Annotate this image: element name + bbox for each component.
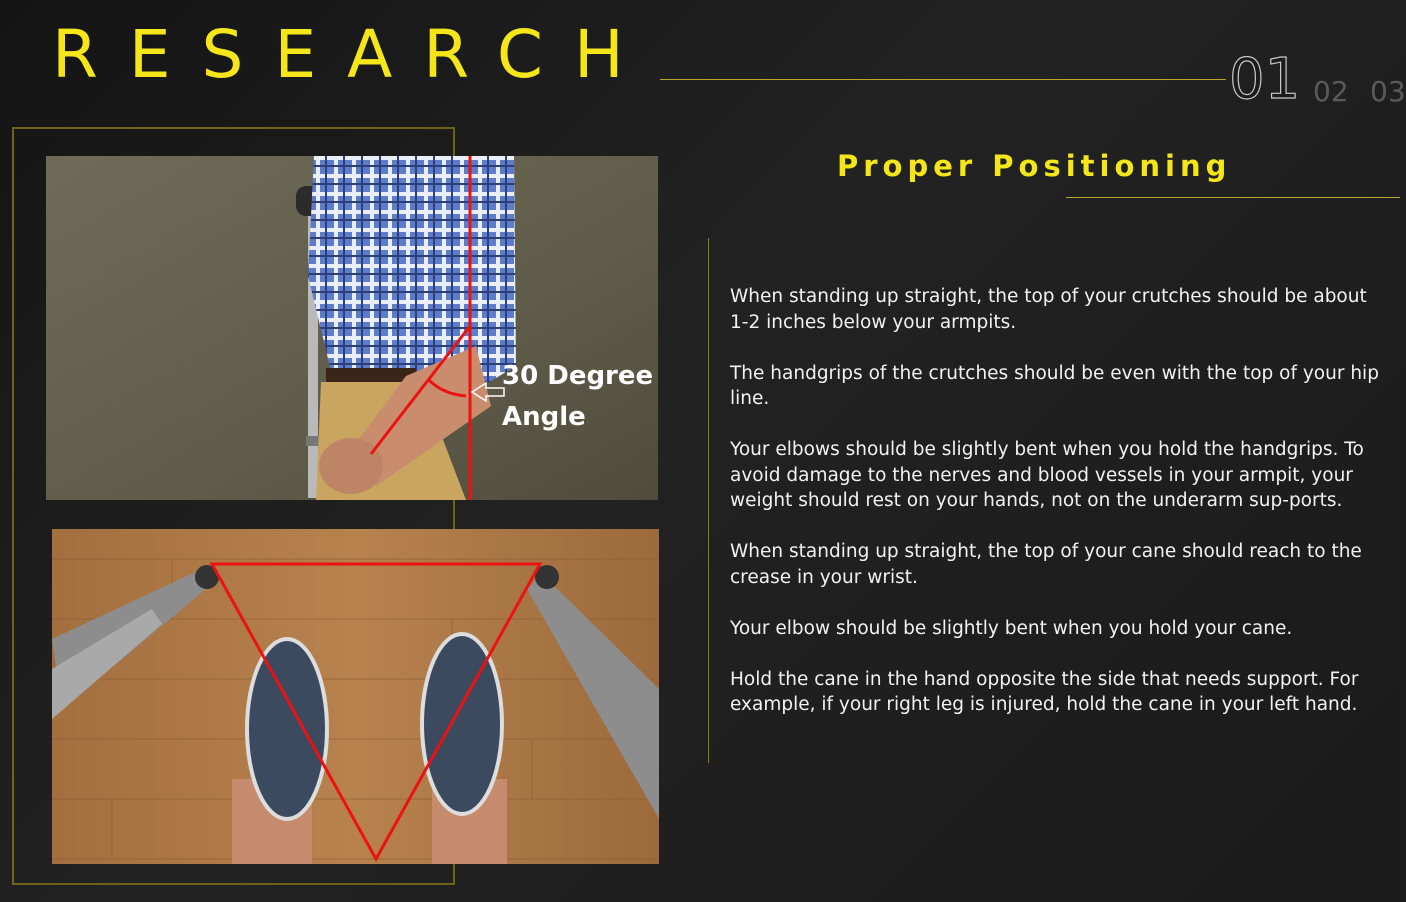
crutch-stance-photo (52, 529, 659, 864)
page-number-current[interactable]: 01 (1229, 47, 1301, 112)
paragraph-cane-height: When standing up straight, the top of your cane should reach to the crease in your wrist. (730, 541, 1362, 588)
frame-border (12, 127, 455, 129)
page-number-3[interactable]: 03 (1370, 75, 1406, 108)
text-divider (708, 238, 709, 763)
frame-border (453, 862, 455, 884)
frame-border (12, 127, 14, 885)
page-number-2[interactable]: 02 (1313, 75, 1349, 108)
frame-border (453, 499, 455, 529)
paragraph-elbow-bend: Your elbows should be slightly bent when you hold the handgrips. To avoid damage to the nerves and blood vessels in your armpit, your weight should rest on your hands, not on the underarm sup-ports. (730, 439, 1364, 511)
paragraph-cane-hand: Hold the cane in the hand opposite the side that needs support. For example, if your right leg is injured, hold the cane in your left hand. (730, 668, 1359, 715)
paragraph-cane-elbow: Your elbow should be slightly bent when you hold your cane. (730, 617, 1293, 639)
crutch-posture-photo (46, 156, 658, 500)
angle-annotation-line2: Angle (502, 402, 586, 432)
heading-divider (1066, 197, 1400, 198)
angle-annotation-line1: 30 Degree (502, 361, 654, 391)
page-title: RESEARCH (52, 16, 655, 93)
title-divider (660, 79, 1226, 80)
section-heading: Proper Positioning (837, 149, 1232, 183)
paragraph-crutch-height: When standing up straight, the top of your crutches should be about 1-2 inches below your armpits. (730, 286, 1367, 333)
positioning-text (730, 284, 1380, 743)
angle-annotation (502, 356, 653, 438)
frame-border (453, 127, 455, 157)
frame-border (12, 883, 455, 885)
paragraph-handgrip-height: The handgrips of the crutches should be even with the top of your hip line. (730, 362, 1379, 409)
